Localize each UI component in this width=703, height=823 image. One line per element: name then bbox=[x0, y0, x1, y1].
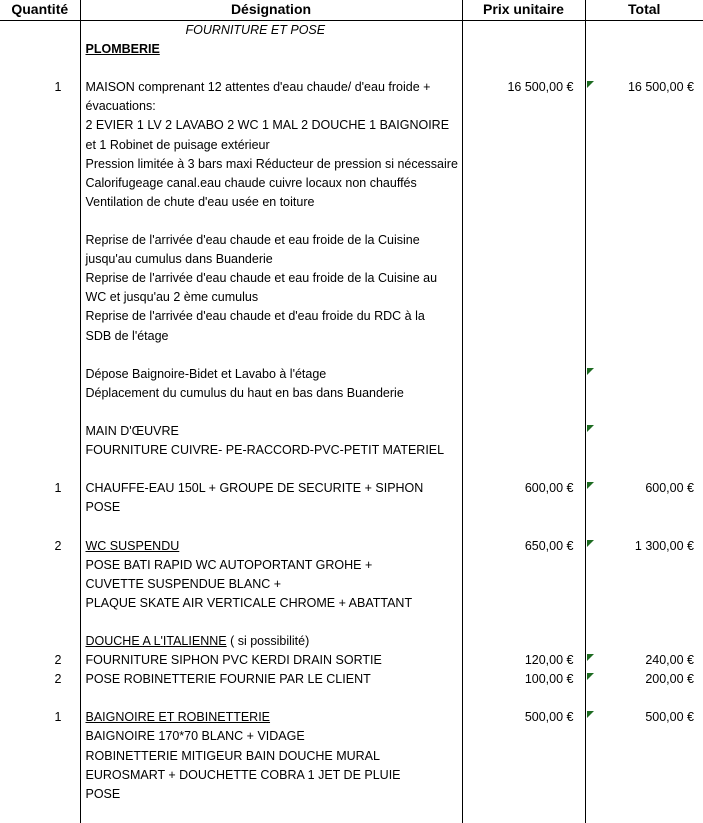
unit-price-value: 500,00 € bbox=[524, 710, 574, 725]
unit-price-value bbox=[463, 365, 574, 384]
comment-flag-icon bbox=[587, 425, 594, 432]
designation-line: et 1 Robinet de puisage extérieur bbox=[85, 137, 270, 152]
designation-line: Reprise de l'arrivée d'eau chaude et eau froide de la Cuisine bbox=[85, 233, 420, 248]
row-quantity bbox=[0, 537, 80, 632]
row-designation bbox=[80, 651, 462, 670]
row-quantity bbox=[0, 670, 80, 708]
row-quantity bbox=[0, 632, 80, 651]
designation-title bbox=[86, 632, 462, 651]
quantity-value: 2 bbox=[54, 538, 62, 553]
comment-flag-icon bbox=[587, 368, 594, 375]
row-total bbox=[585, 21, 703, 79]
designation-title-text: DOUCHE A L'ITALIENNE bbox=[85, 634, 227, 648]
designation-title-suffix: ( si possibilité) bbox=[226, 634, 310, 648]
table-row bbox=[0, 422, 703, 479]
row-unit-price bbox=[462, 708, 585, 823]
unit-price-value: 600,00 € bbox=[524, 481, 574, 496]
designation-line: POSE bbox=[85, 500, 121, 515]
column-header-prix-unitaire: Prix unitaire bbox=[462, 0, 585, 21]
designation-line: évacuations: bbox=[85, 99, 156, 114]
designation-line: CHAUFFE-EAU 150L + GROUPE DE SECURITE + SIPHON bbox=[85, 481, 424, 496]
designation-line: Reprise de l'arrivée d'eau chaude et d'eau froide du RDC à la bbox=[85, 309, 425, 324]
quantity-value: 1 bbox=[54, 710, 62, 725]
designation-line: Reprise de l'arrivée d'eau chaude et eau froide de la Cuisine au bbox=[85, 271, 438, 286]
total-value bbox=[586, 632, 695, 651]
total-value: 600,00 € bbox=[645, 481, 694, 496]
designation-line: EUROSMART + DOUCHETTE COBRA 1 JET DE PLUIE bbox=[85, 767, 401, 782]
designation-line: PLAQUE SKATE AIR VERTICALE CHROME + ABATTANT bbox=[85, 595, 413, 610]
row-unit-price bbox=[462, 479, 585, 536]
column-header-designation: Désignation bbox=[80, 0, 462, 21]
row-total bbox=[585, 708, 703, 823]
row-designation bbox=[80, 708, 462, 823]
row-designation bbox=[80, 422, 462, 479]
row-unit-price bbox=[462, 632, 585, 651]
table-row bbox=[0, 670, 703, 708]
designation-line: FOURNITURE CUIVRE- PE-RACCORD-PVC-PETIT MATERIEL bbox=[85, 443, 445, 458]
row-quantity bbox=[0, 21, 80, 79]
table-row bbox=[0, 365, 703, 422]
row-total bbox=[585, 78, 703, 364]
total-value: 200,00 € bbox=[645, 672, 694, 687]
designation-spacer bbox=[86, 212, 462, 231]
row-designation bbox=[80, 632, 462, 651]
designation-spacer bbox=[86, 403, 462, 422]
table-row bbox=[0, 651, 703, 670]
row-quantity bbox=[0, 651, 80, 670]
row-unit-price bbox=[462, 365, 585, 422]
row-designation bbox=[80, 21, 462, 79]
row-quantity bbox=[0, 78, 80, 364]
designation-line: 2 EVIER 1 LV 2 LAVABO 2 WC 1 MAL 2 DOUCHE 1 BAIGNOIRE bbox=[85, 118, 450, 133]
unit-price-value: 100,00 € bbox=[524, 672, 574, 687]
designation-title bbox=[86, 537, 462, 556]
designation-line: SDB de l'étage bbox=[85, 328, 169, 343]
section-title-plomberie: PLOMBERIE bbox=[85, 42, 160, 57]
designation-line: Pression limitée à 3 bars maxi Réducteur de pression si nécessaire bbox=[85, 156, 458, 171]
comment-flag-icon bbox=[587, 540, 594, 547]
row-unit-price bbox=[462, 537, 585, 632]
comment-flag-icon bbox=[587, 673, 594, 680]
quantity-value bbox=[0, 422, 62, 441]
quantity-value: 1 bbox=[54, 80, 62, 95]
total-value: 240,00 € bbox=[645, 653, 694, 668]
row-total bbox=[585, 632, 703, 651]
designation-spacer bbox=[86, 346, 462, 365]
row-total bbox=[585, 537, 703, 632]
table-row bbox=[0, 537, 703, 632]
total-value bbox=[586, 422, 695, 441]
designation-title-text: WC SUSPENDU bbox=[85, 538, 180, 553]
row-unit-price bbox=[462, 21, 585, 79]
column-header-quantite: Quantité bbox=[0, 0, 80, 21]
comment-flag-icon bbox=[587, 482, 594, 489]
row-total bbox=[585, 479, 703, 536]
quantity-value bbox=[0, 365, 62, 384]
row-designation bbox=[80, 670, 462, 708]
table-header bbox=[0, 0, 703, 21]
table-row bbox=[0, 21, 703, 79]
total-value: 1 300,00 € bbox=[634, 538, 694, 553]
row-total bbox=[585, 670, 703, 708]
row-designation bbox=[80, 479, 462, 536]
designation-line: Ventilation de chute d'eau usée en toiture bbox=[85, 194, 315, 209]
row-quantity bbox=[0, 479, 80, 536]
quantity-value: 1 bbox=[54, 481, 62, 496]
row-quantity bbox=[0, 708, 80, 823]
designation-spacer bbox=[86, 517, 462, 536]
column-header-total: Total bbox=[585, 0, 703, 21]
designation-spacer bbox=[86, 460, 462, 479]
designation-line: MAISON comprenant 12 attentes d'eau chaude/ d'eau froide + bbox=[85, 80, 431, 95]
row-designation bbox=[80, 78, 462, 364]
unit-price-value: 650,00 € bbox=[524, 538, 574, 553]
unit-price-value bbox=[463, 632, 574, 651]
total-value: 16 500,00 € bbox=[627, 80, 694, 95]
row-unit-price bbox=[462, 78, 585, 364]
comment-flag-icon bbox=[587, 654, 594, 661]
row-quantity bbox=[0, 365, 80, 422]
table-row bbox=[0, 632, 703, 651]
designation-line: POSE BATI RAPID WC AUTOPORTANT GROHE + bbox=[85, 557, 373, 572]
row-unit-price bbox=[462, 422, 585, 479]
unit-price-value bbox=[463, 422, 574, 441]
designation-line: CUVETTE SUSPENDUE BLANC + bbox=[85, 576, 282, 591]
designation-title-text: BAIGNOIRE ET ROBINETTERIE bbox=[85, 710, 271, 725]
designation-line: MAIN D'ŒUVRE bbox=[85, 423, 179, 438]
designation-line: POSE ROBINETTERIE FOURNIE PAR LE CLIENT bbox=[85, 672, 371, 687]
total-value: 500,00 € bbox=[645, 710, 694, 725]
designation-spacer bbox=[86, 804, 462, 823]
designation-line: BAIGNOIRE 170*70 BLANC + VIDAGE bbox=[85, 729, 305, 744]
designation-spacer bbox=[86, 613, 462, 632]
row-quantity bbox=[0, 422, 80, 479]
section-subtitle: FOURNITURE ET POSE bbox=[185, 23, 326, 37]
row-total bbox=[585, 365, 703, 422]
total-value bbox=[586, 365, 695, 384]
designation-title bbox=[86, 708, 462, 727]
row-unit-price bbox=[462, 670, 585, 708]
unit-price-value: 16 500,00 € bbox=[507, 80, 574, 95]
designation-spacer bbox=[86, 689, 462, 708]
designation-line: jusqu'au cumulus dans Buanderie bbox=[85, 252, 273, 267]
row-total bbox=[585, 651, 703, 670]
row-unit-price bbox=[462, 651, 585, 670]
row-designation bbox=[80, 365, 462, 422]
designation-line: Dépose Baignoire-Bidet et Lavabo à l'étage bbox=[85, 366, 327, 381]
row-designation bbox=[80, 537, 462, 632]
table-body bbox=[0, 21, 703, 823]
header-row bbox=[0, 0, 703, 21]
designation-line: POSE bbox=[85, 786, 121, 801]
unit-price-value: 120,00 € bbox=[524, 653, 574, 668]
comment-flag-icon bbox=[587, 711, 594, 718]
designation-line: WC et jusqu'au 2 ème cumulus bbox=[85, 290, 259, 305]
designation-line: ROBINETTERIE MITIGEUR BAIN DOUCHE MURAL bbox=[85, 748, 380, 763]
designation-line: FOURNITURE SIPHON PVC KERDI DRAIN SORTIE bbox=[85, 653, 382, 668]
quantity-value: 2 bbox=[54, 672, 62, 687]
designation-line: Calorifugeage canal.eau chaude cuivre locaux non chauffés bbox=[85, 175, 417, 190]
quantity-value: 2 bbox=[54, 653, 62, 668]
table-row bbox=[0, 479, 703, 536]
row-total bbox=[585, 422, 703, 479]
quantity-value bbox=[0, 632, 62, 651]
comment-flag-icon bbox=[587, 81, 594, 88]
table-row bbox=[0, 708, 703, 823]
table-row bbox=[0, 78, 703, 364]
designation-line: Déplacement du cumulus du haut en bas dans Buanderie bbox=[85, 385, 404, 400]
